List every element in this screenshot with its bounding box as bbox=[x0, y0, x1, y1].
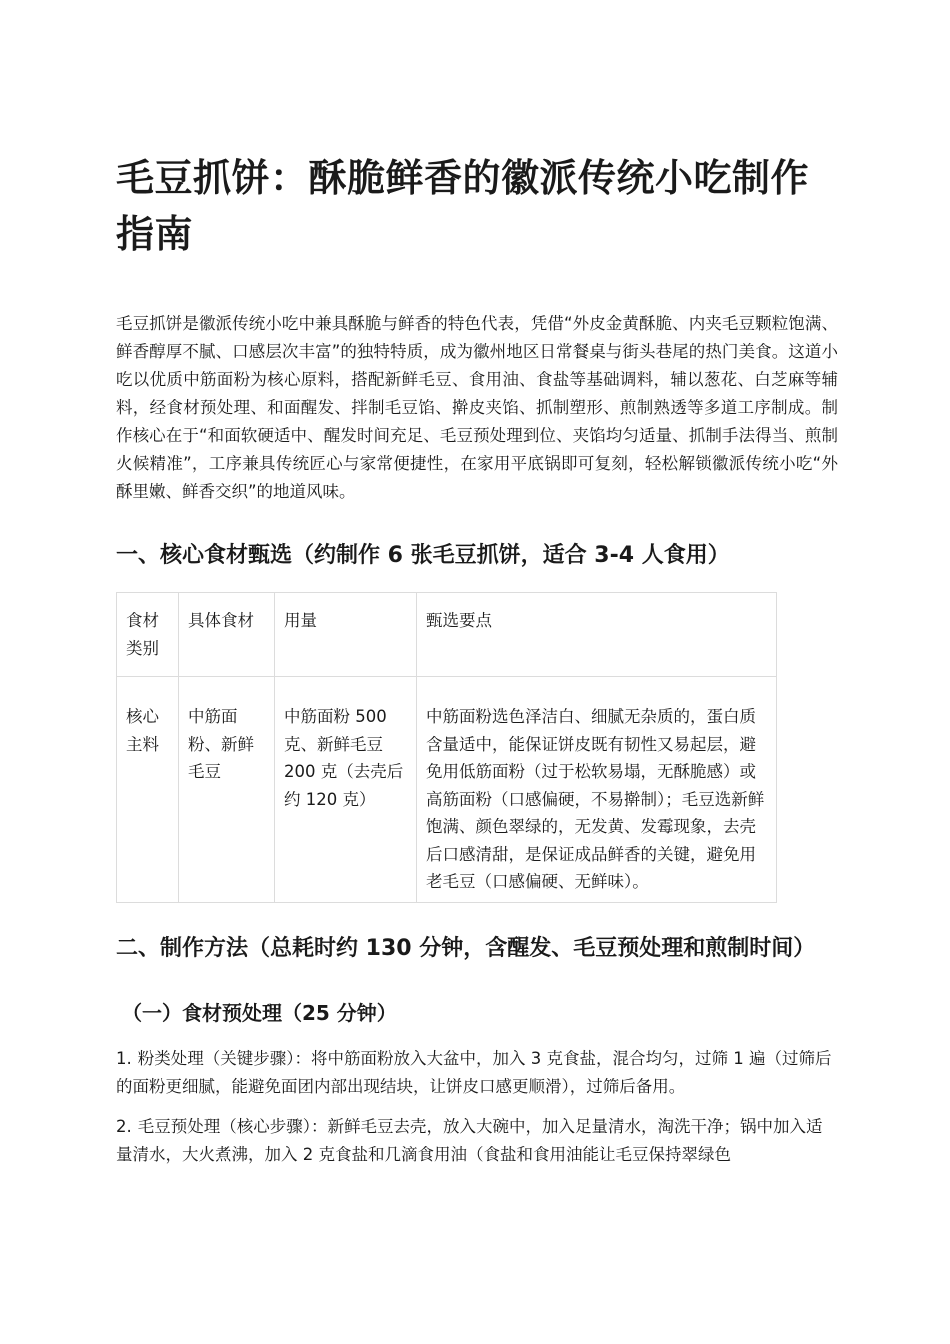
list-item bbox=[116, 1045, 838, 1101]
table-cell-items: 中筋面粉、新鲜毛豆 bbox=[179, 677, 275, 903]
table-cell-amount: 中筋面粉 500 克、新鲜毛豆 200 克（去壳后约 120 克） bbox=[275, 677, 417, 903]
table-cell-category: 核心主料 bbox=[117, 677, 179, 903]
step-text: 粉类处理（关键步骤）：将中筋面粉放入大盆中，加入 3 克食盐，混合均匀，过筛 1 遍（过筛后的面粉更细腻，能避免面团内部出现结块，让饼皮口感更顺滑），过筛后备用。 bbox=[116, 1048, 832, 1096]
section-heading-method: 二、制作方法（总耗时约 130 分钟，含醒发、毛豆预处理和煎制时间） bbox=[116, 935, 816, 961]
table-header-cell: 食材类别 bbox=[117, 593, 179, 677]
table-header-cell: 甄选要点 bbox=[417, 593, 777, 677]
table-cell-notes: 中筋面粉选色泽洁白、细腻无杂质的，蛋白质含量适中，能保证饼皮既有韧性又易起层，避免用低筋面粉（过于松软易塌，无酥脆感）或高筋面粉（口感偏硬，不易擀制）；毛豆选新鲜饱满、颜色翠绿的，无发黄、发霉现象，去壳后口感清甜，是保证成品鲜香的关键，避免用老毛豆（口感偏硬、无鲜味）。 bbox=[417, 677, 777, 903]
step-text: 毛豆预处理（核心步骤）：新鲜毛豆去壳，放入大碗中，加入足量清水，淘洗干净；锅中加入适量清水，大火煮沸，加入 2 克食盐和几滴食用油（食盐和食用油能让毛豆保持翠绿色 bbox=[116, 1116, 823, 1164]
document-page bbox=[116, 150, 838, 1181]
table-row bbox=[117, 677, 777, 903]
page-title: 毛豆抓饼：酥脆鲜香的徽派传统小吃制作指南 bbox=[116, 156, 810, 256]
list-item bbox=[116, 1113, 838, 1169]
table-header-cell: 具体食材 bbox=[179, 593, 275, 677]
table-header-row bbox=[117, 593, 777, 677]
section-heading-ingredients: 一、核心食材甄选（约制作 6 张毛豆抓饼，适合 3-4 人食用） bbox=[116, 543, 730, 568]
ingredients-table bbox=[116, 592, 777, 903]
table-header-cell: 用量 bbox=[275, 593, 417, 677]
intro-paragraph: 毛豆抓饼是徽派传统小吃中兼具酥脆与鲜香的特色代表，凭借“外皮金黄酥脆、内夹毛豆颗粒饱满、鲜香醇厚不腻、口感层次丰富”的独特特质，成为徽州地区日常餐桌与街头巷尾的热门美食。这道小吃以优质中筋面粉为核心原料，搭配新鲜毛豆、食用油、食盐等基础调料，辅以葱花、白芝麻等辅料，经食材预处理、和面醒发、拌制毛豆馅、擀皮夹馅、抓制塑形、煎制熟透等多道工序制成。制作核心在于“和面软硬适中、醒发时间充足、毛豆预处理到位、夹馅均匀适量、抓制手法得当、煎制火候精准”，工序兼具传统匠心与家常便捷性，在家用平底锅即可复刻，轻松解锁徽派传统小吃“外酥里嫩、鲜香交织”的地道风味。 bbox=[116, 314, 838, 501]
steps-list bbox=[116, 1045, 838, 1169]
subsection-heading-prep: （一）食材预处理（25 分钟） bbox=[122, 1000, 397, 1025]
step-number: 1. bbox=[116, 1048, 132, 1068]
step-number: 2. bbox=[116, 1116, 132, 1136]
